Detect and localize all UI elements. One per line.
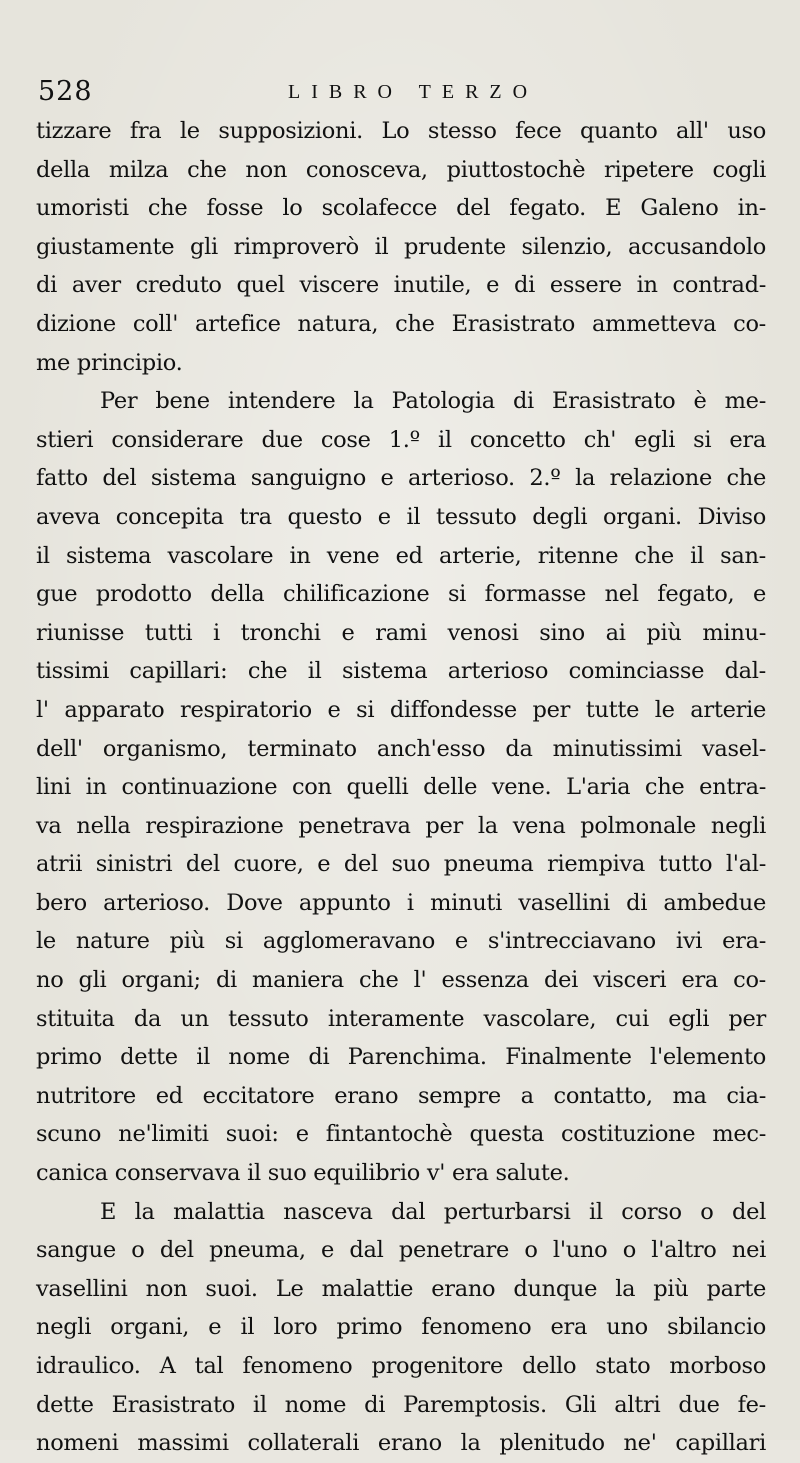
text-line: stituita da un tessuto interamente vascolare, cui egli per bbox=[36, 1005, 766, 1032]
text-line: dizione coll' artefice natura, che Erasistrato ammetteva co- bbox=[36, 310, 766, 337]
text-line: bero arterioso. Dove appunto i minuti vasellini di ambedue bbox=[36, 889, 766, 916]
text-line: il sistema vascolare in vene ed arterie, ritenne che il san- bbox=[36, 542, 766, 569]
text-line: dell' organismo, terminato anch'esso da minutissimi vasel- bbox=[36, 735, 766, 762]
text-line: della milza che non conosceva, piuttostochè ripetere cogli bbox=[36, 156, 766, 183]
text-line: canica conservava il suo equilibrio v' era salute. bbox=[36, 1160, 570, 1187]
text-line: scuno ne'limiti suoi: e fintantochè questa costituzione mec- bbox=[36, 1121, 766, 1148]
text-line: gue prodotto della chilificazione si formasse nel fegato, e bbox=[36, 581, 766, 608]
text-line: umoristi che fosse lo scolafecce del fegato. E Galeno in- bbox=[36, 195, 766, 222]
text-line: va nella respirazione penetrava per la vena polmonale negli bbox=[36, 812, 766, 839]
text-line: negli organi, e il loro primo fenomeno era uno sbilancio bbox=[36, 1314, 766, 1341]
text-line: aveva concepita tra questo e il tessuto degli organi. Diviso bbox=[36, 503, 766, 530]
text-line: sangue o del pneuma, e dal penetrare o l'uno o l'altro nei bbox=[36, 1237, 766, 1264]
text-line: primo dette il nome di Parenchima. Finalmente l'elemento bbox=[36, 1044, 766, 1071]
text-line: riunisse tutti i tronchi e rami venosi sino ai più minu- bbox=[36, 619, 766, 646]
text-line: le nature più si agglomeravano e s'intrecciavano ivi era- bbox=[36, 928, 766, 955]
paragraph-start-line: Per bene intendere la Patologia di Erasistrato è me- bbox=[100, 388, 766, 415]
text-line: di aver creduto quel viscere inutile, e di essere in contrad- bbox=[36, 272, 766, 299]
text-line: no gli organi; di maniera che l' essenza dei visceri era co- bbox=[36, 967, 766, 994]
text-line: fatto del sistema sanguigno e arterioso. 2.º la relazione che bbox=[36, 465, 766, 492]
text-line: nomeni massimi collaterali erano la plenitudo ne' capillari bbox=[36, 1430, 766, 1457]
text-line: dette Erasistrato il nome di Paremptosis. Gli altri due fe- bbox=[36, 1391, 766, 1418]
text-line: tizzare fra le supposizioni. Lo stesso fece quanto all' uso bbox=[36, 118, 766, 144]
text-line: me principio. bbox=[36, 349, 183, 376]
paragraph-start-line: E la malattia nasceva dal perturbarsi il corso o del bbox=[100, 1198, 766, 1225]
text-line: tissimi capillari: che il sistema arterioso cominciasse dal- bbox=[36, 658, 766, 685]
text-line: stieri considerare due cose 1.º il concetto ch' egli si era bbox=[36, 426, 766, 453]
text-line: l' apparato respiratorio e si diffondesse per tutte le arterie bbox=[36, 696, 766, 723]
page-number: 528 bbox=[38, 76, 93, 107]
text-line: atrii sinistri del cuore, e del suo pneuma riempiva tutto l'al- bbox=[36, 851, 766, 878]
text-line: vasellini non suoi. Le malattie erano dunque la più parte bbox=[36, 1275, 766, 1302]
text-line: idraulico. A tal fenomeno progenitore dello stato morboso bbox=[36, 1353, 766, 1379]
page-header bbox=[38, 74, 778, 110]
text-line: giustamente gli rimproverò il prudente silenzio, accusandolo bbox=[36, 233, 766, 260]
body-text bbox=[36, 112, 766, 1463]
text-line: lini in continuazione con quelli delle vene. L'aria che entra- bbox=[36, 774, 766, 801]
text-line: nutritore ed eccitatore erano sempre a contatto, ma cia- bbox=[36, 1082, 766, 1109]
running-head: LIBRO TERZO bbox=[288, 81, 539, 103]
